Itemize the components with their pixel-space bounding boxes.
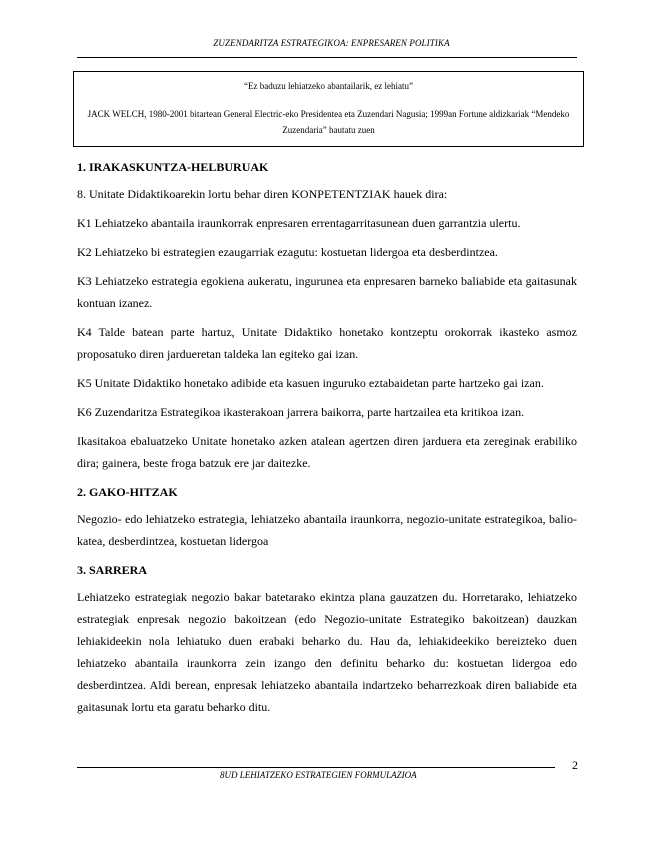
competency-item: K1 Lehiatzeko abantaila iraunkorrak enpresaren errentagarritasunean duen garrantzia ulertu. [77,216,521,230]
header-divider [77,57,577,58]
competency-item: K5 Unitate Didaktiko honetako adibide eta kasuen inguruko eztabaidetan parte hartzeko gai izan. [77,376,544,390]
section-heading-introduction: 3. SARRERA [77,563,148,577]
page-number: 2 [572,758,578,772]
evaluation-note: Ikasitakoa ebaluatzeko Unitate honetako azken atalean agertzen diren jarduera eta zereginak erabiliko dira; gainera, beste froga batzuk ere jar daitezke. [77,434,577,470]
competency-item: K3 Lehiatzeko estrategia egokiena aukeratu, ingurunea eta enpresaren barneko baliabide eta gaitasunak kontuan izanez. [77,274,577,310]
section-heading-learning-objectives: 1. IRAKASKUNTZA-HELBURUAK [77,160,269,174]
competency-item: K6 Zuzendaritza Estrategikoa ikasterakoan jarrera baikorra, parte hartzailea eta kritikoa izan. [77,405,525,419]
footer-divider [77,767,555,768]
introduction-text: Lehiatzeko estrategiak negozio bakar batetarako ekintza plana gauzatzen du. Horretarako, lehiatzeko estrategiak enpresak negozio bakoitzean (edo Negozio-unitate Estrategiko bakoitzean) dauzkan lehiakideekin nola lehiatuko duen erabaki beharko du. Hau da, lehiakideekiko bereizteko duen lehiatzeko abantaila iraunkorra zein izango den definitu beharko du: kostuetan lidergoa edo desberdintzea. Aldi berean, enpresak lehiatzeko abantaila indartzeko beharrezkoak diren baliabide eta gaitasunak lortu eta garatu beharko ditu. [77,590,577,714]
running-footer: 8UD LEHIATZEKO ESTRATEGIEN FORMULAZIOA [220,770,417,780]
quote-box [73,71,584,147]
running-header: ZUZENDARITZA ESTRATEGIKOA: ENPRESAREN POLITIKA [213,38,450,48]
keywords-text: Negozio- edo lehiatzeko estrategia, lehiatzeko abantaila iraunkorra, negozio-unitate estrategikoa, balio-katea, desberdintzea, kostuetan lidergoa [77,512,577,548]
competencies-intro: 8. Unitate Didaktikoarekin lortu behar diren KONPETENTZIAK hauek dira: [77,187,448,201]
quote-attribution: JACK WELCH, 1980-2001 bitartean General Electric-eko Presidentea eta Zuzendari Nagusia; 1999an Fortune aldizkariak “Mendeko Zuzendaria” hautatu zuen [87,109,570,135]
competency-item: K2 Lehiatzeko bi estrategien ezaugarriak ezagutu: kostuetan lidergoa eta desberdintzea. [77,245,498,259]
competency-item: K4 Talde batean parte hartuz, Unitate Didaktiko honetako kontzeptu orokorrak ikasteko asmoz proposatuko diren jardueretan taldeka lan egiteko gai izan. [77,325,577,361]
quote-text: “Ez baduzu lehiatzeko abantailarik, ez lehiatu” [244,81,413,91]
section-heading-keywords: 2. GAKO-HITZAK [77,485,178,499]
page-body [77,156,577,725]
